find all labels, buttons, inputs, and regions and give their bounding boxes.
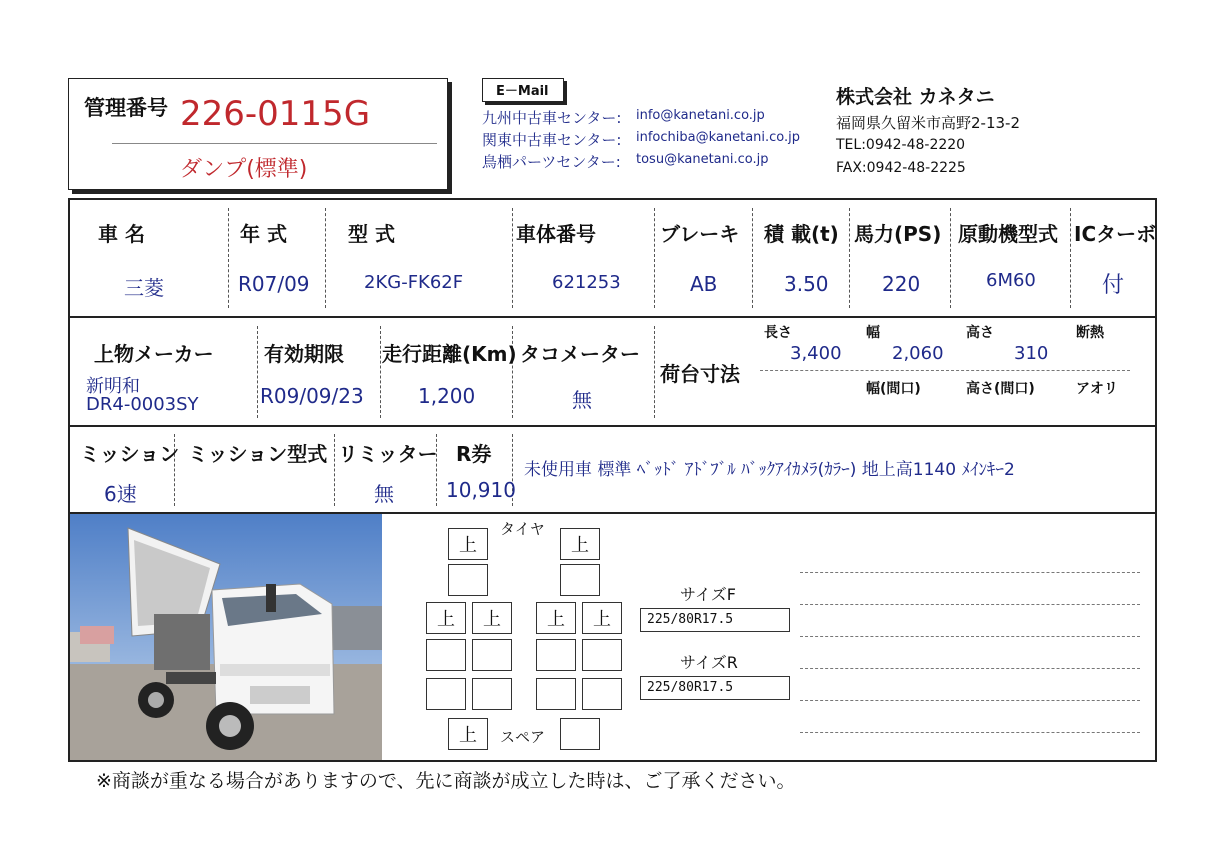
row2-divider [654, 326, 655, 418]
tire-slot [582, 639, 622, 671]
height-label: 高さ [966, 325, 994, 341]
tire-front-left: 上 [448, 528, 488, 560]
center-email-kanto[interactable]: infochiba@kanetani.co.jp [636, 130, 801, 145]
load-capacity-label: 積 載(t) [764, 222, 839, 246]
note-line [800, 636, 1140, 637]
insulation-label: 断熱 [1076, 325, 1104, 341]
car-name-value: 三菱 [124, 276, 164, 300]
center-name-kyushu: 九州中古車センター: [482, 109, 622, 127]
limiter-value: 無 [374, 482, 394, 506]
height-opening-label: 高さ(間口) [966, 381, 1035, 397]
tachometer-value: 無 [572, 388, 592, 412]
mileage-label: 走行距離(Km) [382, 342, 517, 366]
row3-divider [334, 434, 335, 506]
body-model-value: DR4-0003SY [86, 394, 199, 415]
model-type-label: 型 式 [348, 222, 395, 246]
mileage-value: 1,200 [418, 384, 476, 408]
size-front-value: 225/80R17.5 [640, 608, 790, 632]
size-front-label: サイズF [680, 585, 736, 604]
row1-divider [325, 208, 326, 308]
tire-slot [426, 639, 466, 671]
note-line [800, 668, 1140, 669]
horsepower-value: 220 [882, 272, 921, 296]
tire-slot [472, 678, 512, 710]
email-title: E－Mail [496, 84, 549, 99]
company-tel: TEL:0942-48-2220 [836, 137, 966, 153]
tire-slot [472, 639, 512, 671]
transmission-value: 6速 [104, 482, 137, 506]
row1-bottom-line [68, 316, 1157, 318]
row2-divider [380, 326, 381, 418]
tire-rear-right-inner: 上 [536, 602, 576, 634]
brake-value: AB [690, 272, 718, 296]
center-name-kanto: 関東中古車センター: [482, 131, 622, 149]
chassis-number-value: 621253 [552, 272, 621, 293]
row2-divider [257, 326, 258, 418]
note-line [800, 732, 1140, 733]
size-rear-label: サイズR [680, 653, 738, 672]
row1-divider [512, 208, 513, 308]
limiter-label: リミッター [338, 442, 438, 466]
row1-divider [228, 208, 229, 308]
dims-divider [760, 370, 1130, 371]
bed-dimensions-label: 荷台寸法 [660, 362, 740, 386]
ic-turbo-label: ICターボ [1074, 222, 1157, 246]
note-line [800, 604, 1140, 605]
expiry-value: R09/09/23 [260, 384, 364, 408]
tire-rear-left-inner: 上 [472, 602, 512, 634]
tire-slot [426, 678, 466, 710]
size-rear-value: 225/80R17.5 [640, 676, 790, 700]
body-type: ダンプ(標準) [180, 157, 308, 182]
management-label: 管理番号 [84, 96, 168, 120]
tire-front-right: 上 [560, 528, 600, 560]
length-value: 3,400 [790, 343, 842, 364]
tire-slot [582, 678, 622, 710]
car-name-label: 車 名 [98, 222, 145, 246]
tire-spare-left: 上 [448, 718, 488, 750]
tire-front-right-lower [560, 564, 600, 596]
footer-note: ※商談が重なる場合がありますので、先に商談が成立した時は、ご了承ください。 [96, 770, 796, 792]
horsepower-label: 馬力(PS) [854, 222, 942, 246]
row2-bottom-line [68, 425, 1157, 427]
tire-front-left-lower [448, 564, 488, 596]
tire-slot [536, 678, 576, 710]
model-year-label: 年 式 [240, 222, 287, 246]
engine-model-value: 6M60 [986, 270, 1036, 291]
r-ken-value: 10,910 [446, 478, 516, 502]
row1-divider [654, 208, 655, 308]
tire-title: タイヤ [500, 520, 545, 538]
company-address: 福岡県久留米市高野2-13-2 [836, 114, 1020, 132]
width-value: 2,060 [892, 343, 944, 364]
note-line [800, 572, 1140, 573]
row1-divider [752, 208, 753, 308]
load-capacity-value: 3.50 [784, 272, 829, 296]
remarks-value: 未使用車 標準 ﾍﾞｯﾄﾞ ｱﾄﾞﾌﾞﾙ ﾊﾞｯｸｱｲｶﾒﾗ(ｶﾗｰ) 地上高1140 ﾒｲﾝｷｰ2 [524, 460, 1015, 480]
height-value: 310 [1014, 343, 1049, 364]
dump-truck-image [70, 514, 382, 760]
note-line [800, 700, 1140, 701]
row1-divider [849, 208, 850, 308]
tire-slot [536, 639, 576, 671]
transmission-label: ミッション [80, 442, 180, 466]
tire-spare-right [560, 718, 600, 750]
body-maker-label: 上物メーカー [94, 342, 214, 366]
center-name-tosu: 鳥栖パーツセンター: [482, 153, 621, 171]
width-label: 幅 [866, 325, 880, 341]
ic-turbo-value: 付 [1102, 273, 1125, 298]
company-fax: FAX:0942-48-2225 [836, 160, 966, 176]
model-type-value: 2KG-FK62F [364, 272, 464, 293]
tire-rear-right-outer: 上 [582, 602, 622, 634]
length-label: 長さ [764, 325, 792, 341]
engine-model-label: 原動機型式 [958, 222, 1058, 246]
transmission-type-label: ミッション型式 [188, 442, 328, 466]
width-opening-label: 幅(間口) [866, 381, 921, 397]
row1-divider [1070, 208, 1071, 308]
expiry-label: 有効期限 [264, 342, 344, 366]
truck-photo [70, 514, 382, 760]
center-email-tosu[interactable]: tosu@kanetani.co.jp [636, 152, 769, 167]
body-maker-value: 新明和 [86, 376, 140, 397]
chassis-number-label: 車体番号 [516, 222, 596, 246]
center-email-kyushu[interactable]: info@kanetani.co.jp [636, 108, 765, 123]
model-year-value: R07/09 [238, 272, 310, 296]
tachometer-label: タコメーター [520, 342, 640, 366]
row1-divider [950, 208, 951, 308]
management-number: 226-0115G [180, 94, 371, 134]
r-ken-label: R券 [456, 442, 492, 466]
management-divider [112, 143, 437, 144]
company-name: 株式会社 カネタニ [836, 86, 995, 108]
tire-rear-left-outer: 上 [426, 602, 466, 634]
aori-label: アオリ [1076, 381, 1118, 397]
brake-label: ブレーキ [660, 222, 740, 246]
spare-label: スペア [500, 728, 546, 746]
